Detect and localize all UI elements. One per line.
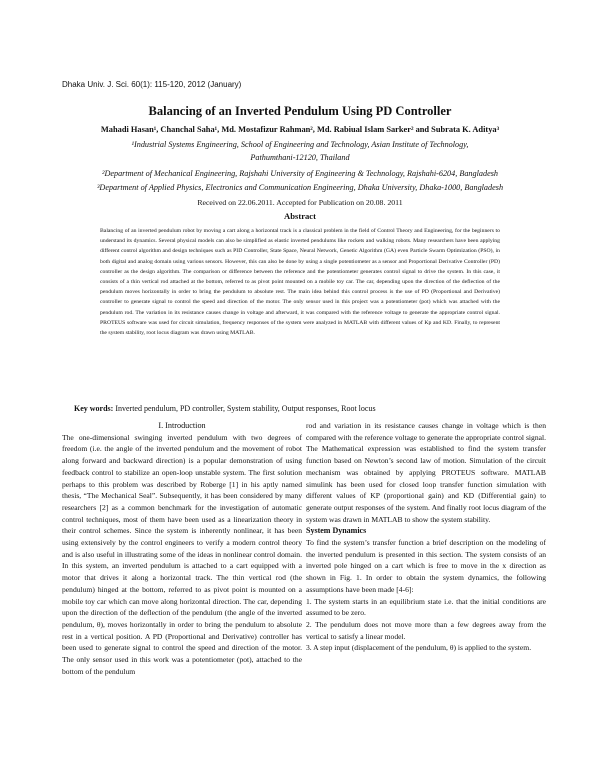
assumption-item: 1. The system starts in an equilibrium state i.e. that the initial conditions are assumed to be zero. xyxy=(306,596,546,618)
assumption-item: 2. The pendulum does not move more than a few degrees away from the vertical to satisfy a linear model. xyxy=(306,619,546,641)
journal-citation: Dhaka Univ. J. Sci. 60(1): 115-120, 2012 (January) xyxy=(62,80,242,89)
abstract-heading: Abstract xyxy=(284,211,316,221)
introduction-heading: I. Introduction xyxy=(158,421,206,430)
introduction-paragraph-continued: rod and variation in its resistance causes change in voltage which is then compared with the reference voltage to generate the appropriate control signal. The Mathematical expression was established to find the system transfer function based on Newton’s second law of motion. Simulation of the circuit mechanism was obtained by applying PROTEUS software. MATLAB simulink has been used for closed loop transfer function simulation with different values of KP (proportional gain) and KD (Differential gain) to generate output responses of the system. And finally root locus diagram of the system was drawn in MATLAB to show the system stability. xyxy=(306,421,546,524)
introduction-paragraph: The one-dimensional swinging inverted pendulum with two degrees of freedom (i.e. the angle of the inverted pendulum and the movement of robot along forward and backward direction) is a popular demonstration of using feedback control to stabilize an open-loop unstable system. The first solution perhaps to this problem was described by Roberge [1] in his aptly named thesis, “The Mechanical Seal”. Subsequently, it has been considered by many researchers [2] as a common benchmark for the investigation of automatic control techniques, most of them have been used as a linearization theory in their control schemes. Since the system is inherently nonlinear, it has been using extensively by the control engineers to verify a modern control theory and is also useful in illustrating some of the ideas in nonlinear control domain. In this system, an inverted pendulum is attached to a cart equipped with a motor that drives it along a horizontal track. The thin vertical rod (the pendulum) hinged at the bottom, referred to as pivot point is mounted on a mobile toy car which can move along horizontal direction. The car, depending upon the direction of the deflection of the pendulum (the angle of the inverted pendulum, θ), moves horizontally in order to bring the pendulum to absolute rest in a vertical position. A PD (Proportional and Derivative) controller has been used to generate signal to control the speed and direction of the motor. The only sensor used in this work was a potentiometer (pot), attached to the bottom of the pendulum xyxy=(62,432,302,676)
affiliation-3: ³Department of Applied Physics, Electronics and Communication Engineering, Dhaka University, Dhaka-1000, Bangladesh xyxy=(96,183,504,192)
affiliation-1-location: Pathumthani-12120, Thailand xyxy=(250,153,350,162)
system-dynamics-paragraph: To find the system’s transfer function a brief description on the modeling of the inverted pendulum is presented in this section. The system consists of an inverted pole hinged on a cart which is free to move in the x direction as shown in Fig. 1. In order to obtain the system dynamics, the following assumptions have been made [4-6]: xyxy=(306,538,546,594)
author-list: Mahadi Hasan¹, Chanchal Saha¹, Md. Mostafizur Rahman², Md. Rabiual Islam Sarker² and Subrata K. Aditya³ xyxy=(100,125,500,134)
keywords xyxy=(74,404,376,413)
assumption-item: 3. A step input (displacement of the pendulum, θ) is applied to the system. xyxy=(306,643,532,653)
affiliation-2: ²Department of Mechanical Engineering, Rajshahi University of Engineering & Technology, Rajshahi-6204, Bangladesh xyxy=(101,169,498,178)
affiliation-1: ¹Industrial Systems Engineering, School of Engineering and Technology, Asian Institute of Technology, xyxy=(131,140,469,149)
received-dates: Received on 22.06.2011. Accepted for Publication on 20.08. 2011 xyxy=(197,198,403,207)
abstract-body: Balancing of an inverted pendulum robot by moving a cart along a horizontal track is a classical problem in the field of Control Theory and Engineering, for the beginners to understand its dynamics. Several physical models can also be simplified as elastic inverted pendulums like rockets and walking robots. Many researchers have been applying different control algorithm and design techniques such as PID Controller, State Space, Neural Network, Genetic Algorithm (GA) even Particle Swarm Optimization (PSO), in both digital and analog domain using various sensors. However, this can also be done by using a single potentiometer as a sensor and Proportional Derivative Controller (PD) controller as the design algorithm. The comparison or difference between the reference and the potentiometer generates control signal to drive the system. In this case, it consists of a thin vertical rod attached at the bottom, referred to as pivot point mounted on a mobile toy car. The car, depending upon the direction of the deflection of the pendulum moves horizontally in order to bring the pendulum to absolute rest. The main idea behind this control process is the use of PD (Proportional and Derivative) controller to generate signal to control the speed and direction of the motor. The only sensor used in this project was a potentiometer (pot) which was attached with the pendulum rod. The variation in its resistance causes change in voltage and afterward, it was compared with the reference voltage to generate the appropriate control signal. PROTEUS software was used for circuit simulation, frequency responses of the system were analyzed in MATLAB with different values of Kp and KD. Finally, to represent the system stability, root locus diagram was drawn using MATLAB. xyxy=(100,228,500,337)
keywords-label: Key words: xyxy=(74,404,114,413)
left-column xyxy=(62,420,302,677)
right-column xyxy=(306,420,546,654)
system-dynamics-heading: System Dynamics xyxy=(306,526,367,536)
keywords-text: Inverted pendulum, PD controller, System stability, Output responses, Root locus xyxy=(113,404,376,413)
paper-title: Balancing of an Inverted Pendulum Using PD Controller xyxy=(148,104,452,118)
